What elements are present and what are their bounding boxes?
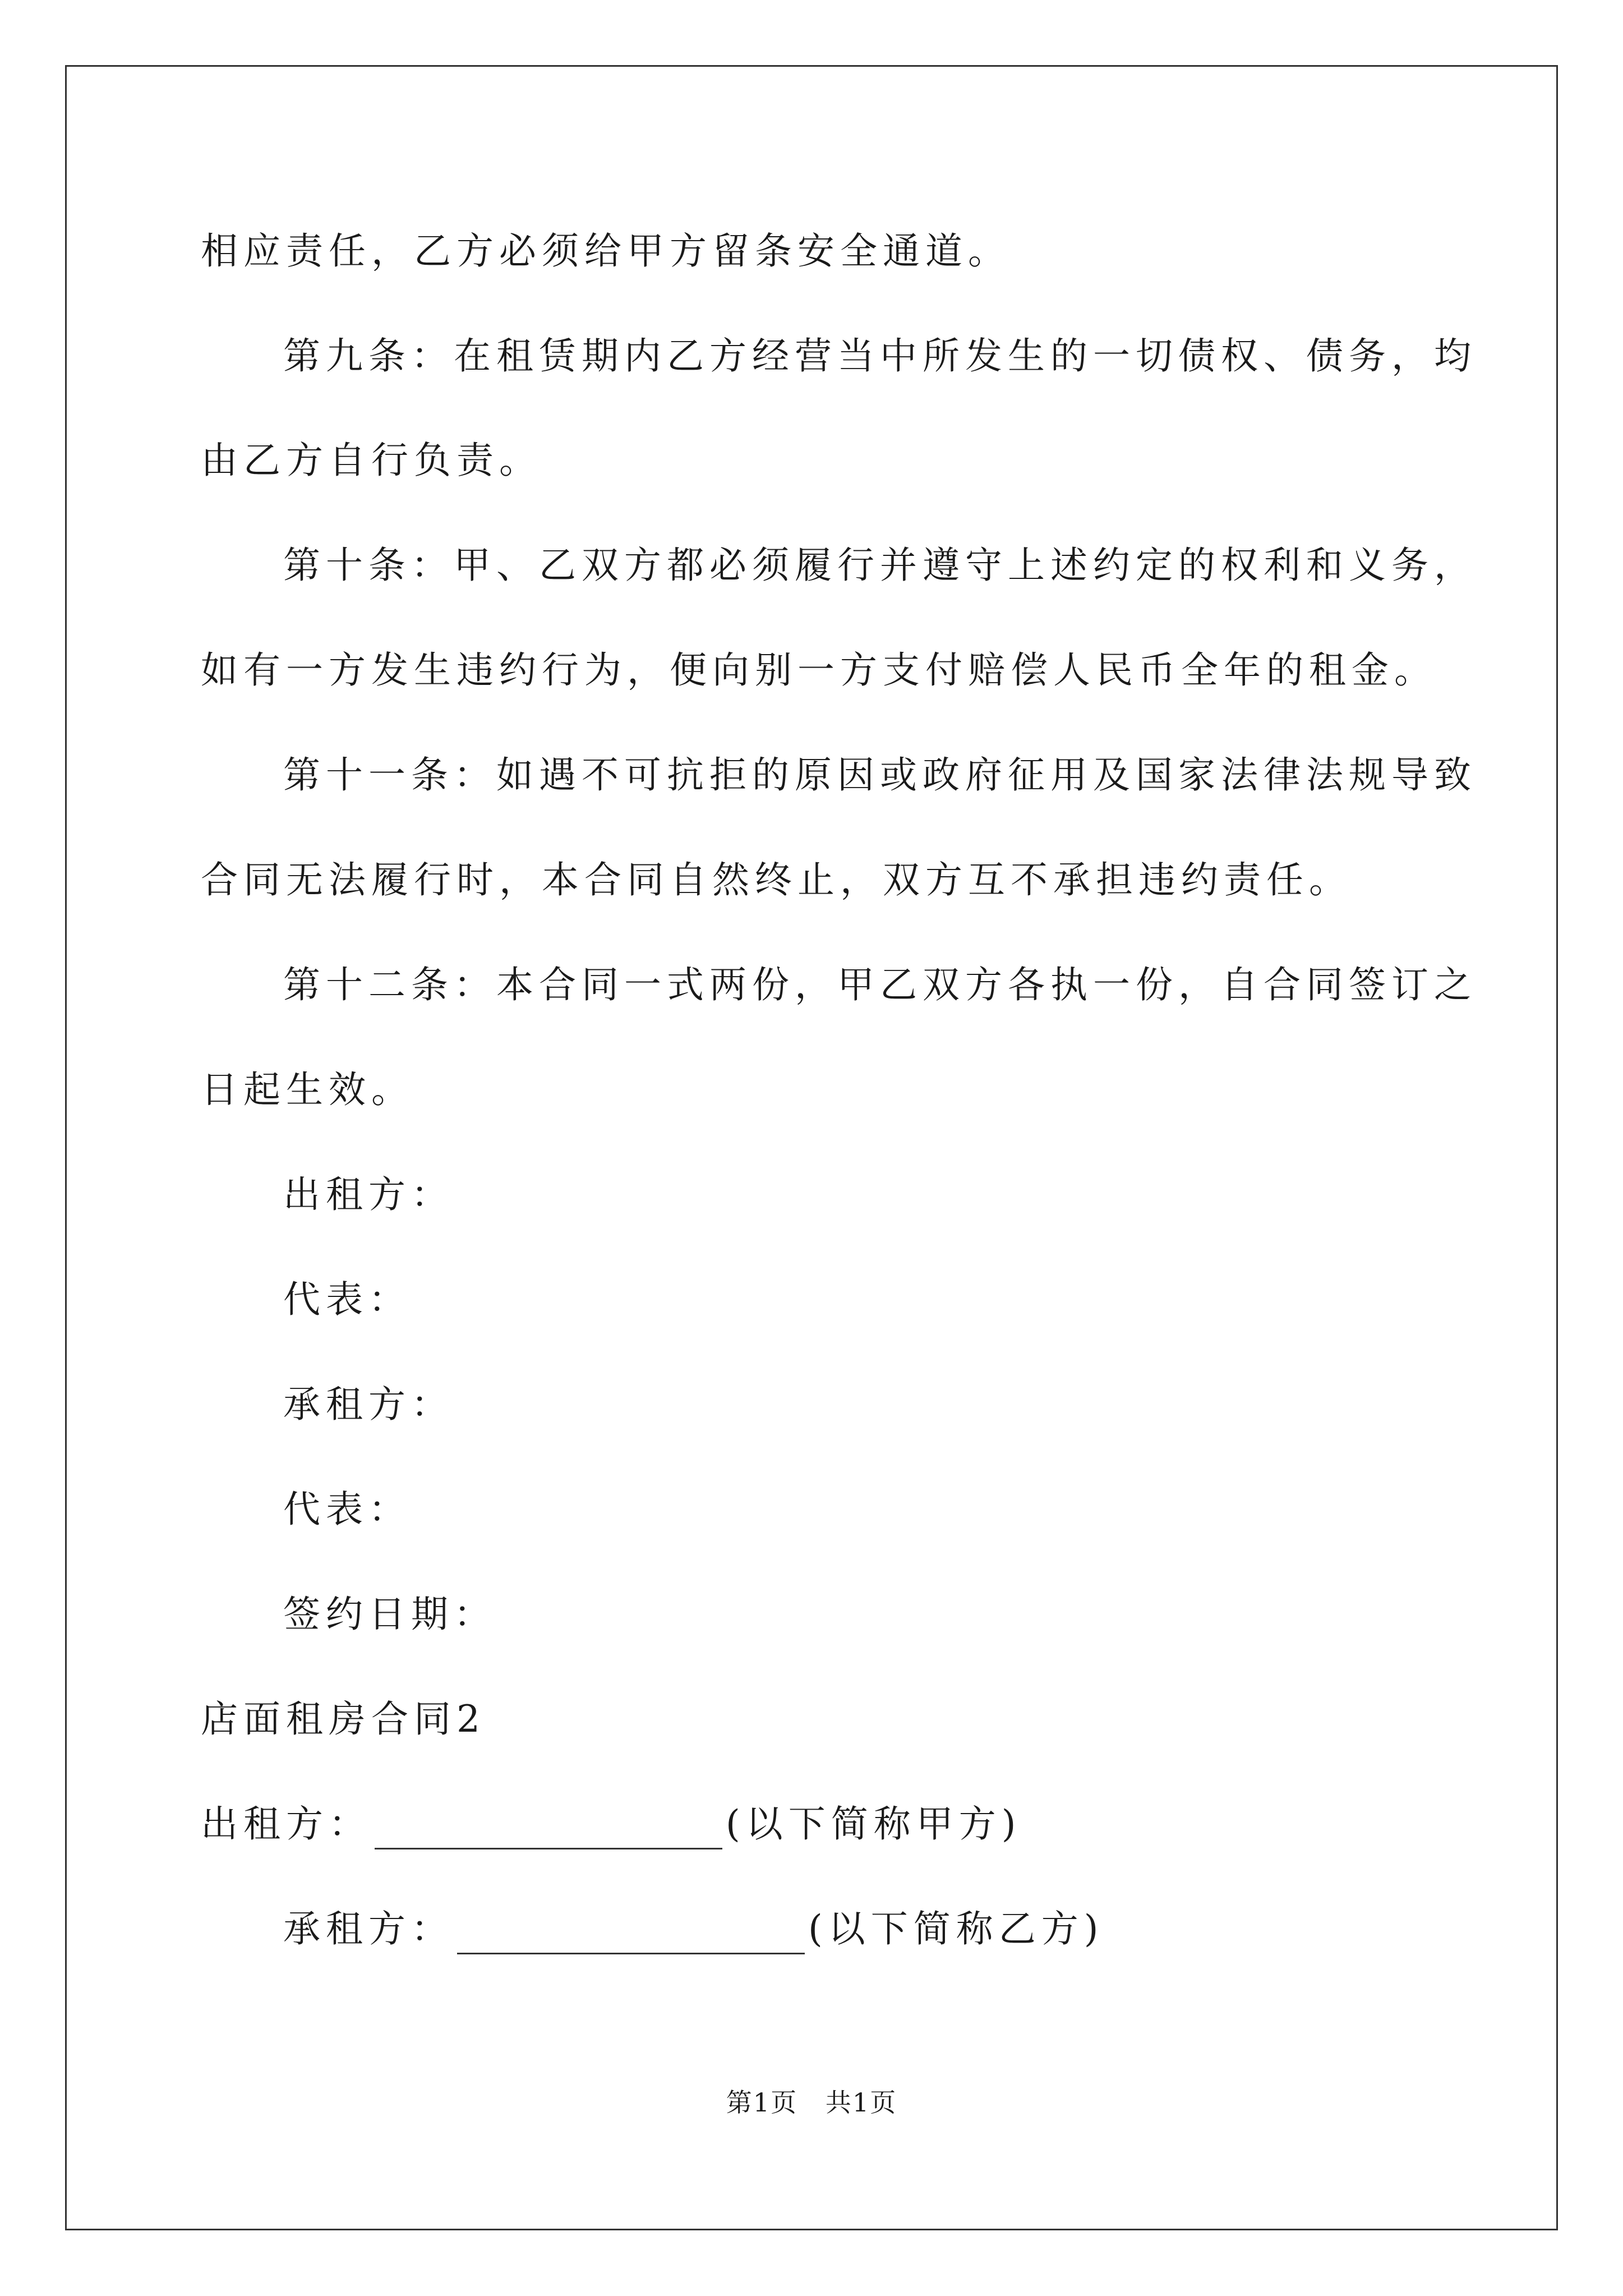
signature-lessee: 承租方：	[283, 1383, 454, 1426]
signature-lessee-representative: 代表：	[283, 1488, 411, 1531]
signature-lessor: 出租方：	[283, 1173, 454, 1216]
signature-lessor-representative: 代表：	[283, 1278, 411, 1321]
contract-2-lessee-suffix: (以下简称乙方)	[808, 1907, 1104, 1950]
article-12-line-1: 第十二条：本合同一式两份，甲乙双方各执一份，自合同签订之	[283, 963, 1477, 1006]
contract-2-lessor-suffix: (以下简称甲方)	[726, 1802, 1022, 1846]
signature-date: 签约日期：	[283, 1593, 496, 1636]
contract-2-lessee-label: 承租方：	[283, 1907, 454, 1950]
contract-2-title: 店面租房合同2	[201, 1697, 486, 1741]
page-footer: 第1页 共1页	[726, 2087, 897, 2118]
lessee-blank-underline	[457, 1919, 805, 1954]
article-12-line-2: 日起生效。	[201, 1068, 414, 1111]
paragraph-line: 相应责任，乙方必须给甲方留条安全通道。	[201, 229, 1011, 273]
contract-2-lessee-line	[283, 1904, 1104, 1954]
article-10-line-1: 第十条：甲、乙双方都必须履行并遵守上述约定的权利和义务，	[283, 544, 1477, 587]
article-9-line-1: 第九条：在租赁期内乙方经营当中所发生的一切债权、债务，均	[283, 334, 1477, 378]
article-9-line-2: 由乙方自行负责。	[201, 439, 542, 482]
article-10-line-2: 如有一方发生违约行为，便向别一方支付赔偿人民币全年的租金。	[201, 648, 1437, 692]
contract-2-lessor-label: 出租方：	[201, 1802, 371, 1846]
contract-2-lessor-line	[201, 1799, 1022, 1849]
article-11-line-2: 合同无法履行时，本合同自然终止，双方互不承担违约责任。	[201, 858, 1352, 901]
article-11-line-1: 第十一条：如遇不可抗拒的原因或政府征用及国家法律法规导致	[283, 753, 1477, 797]
lessor-blank-underline	[375, 1814, 722, 1849]
